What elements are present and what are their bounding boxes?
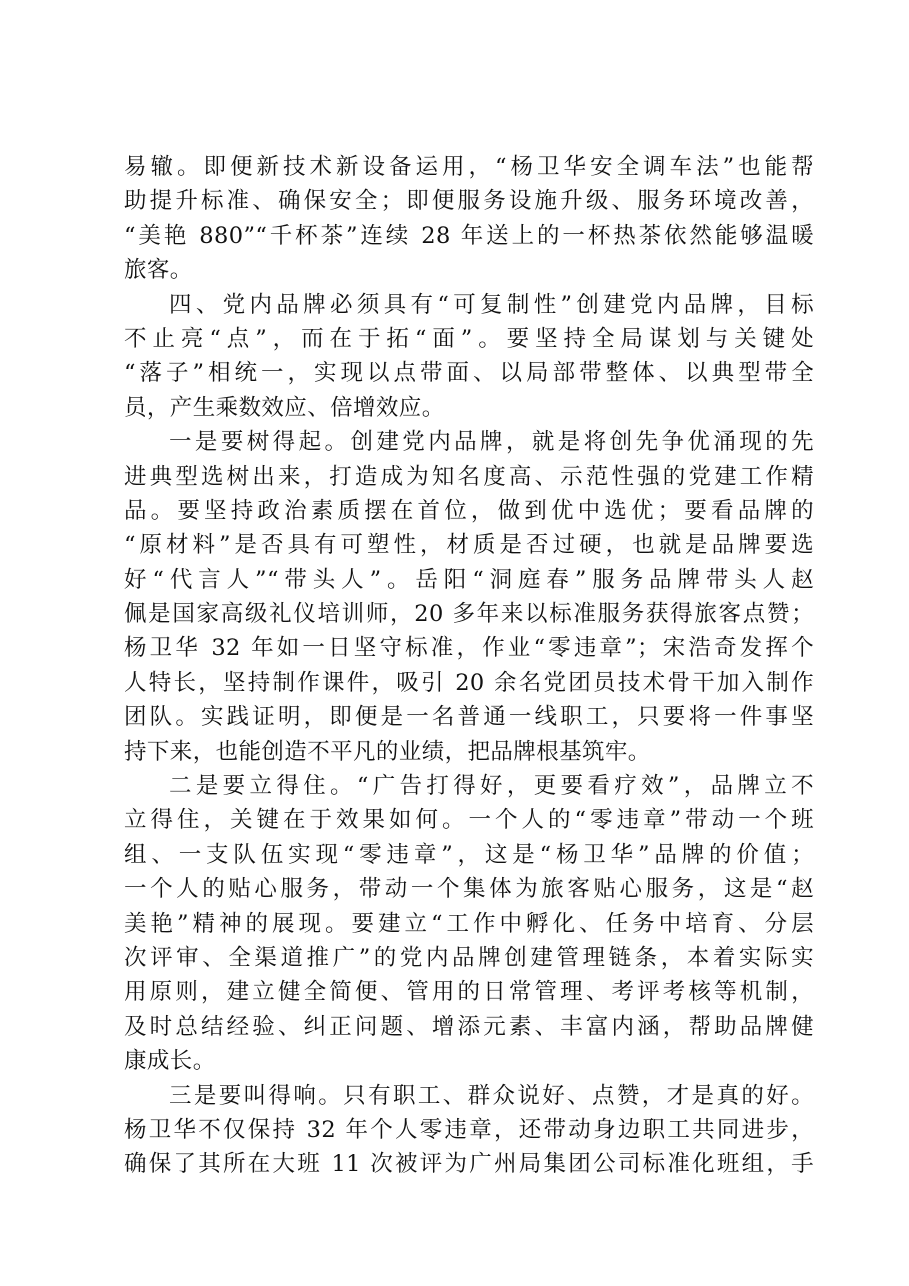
text-line: 杨卫华 32 年如一日坚守标准，作业“零违章”；宋浩奇发挥个 bbox=[124, 635, 814, 662]
text-line: 及时总结经验、纠正问题、增添元素、丰富内涵，帮助品牌健 bbox=[124, 1013, 814, 1040]
text-line: 佩是国家高级礼仪培训师，20 多年来以标准服务获得旅客点赞； bbox=[124, 601, 814, 628]
text-line: 团队。实践证明，即便是一名普通一线职工，只要将一件事坚 bbox=[124, 704, 814, 731]
text-line: 持下来，也能创造不平凡的业绩，把品牌根基筑牢。 bbox=[124, 738, 651, 765]
text-line: “美艳 880”“千杯茶”连续 28 年送上的一杯热茶依然能够温暖 bbox=[124, 222, 814, 249]
document-body bbox=[124, 150, 814, 1182]
text-line: 一是要树得起。创建党内品牌，就是将创先争优涌现的先 bbox=[169, 429, 814, 456]
text-line: 用原则，建立健全简便、管用的日常管理、考评考核等机制， bbox=[124, 979, 814, 1006]
text-line: 进典型选树出来，打造成为知名度高、示范性强的党建工作精 bbox=[124, 463, 814, 490]
text-line: 人特长，坚持制作课件，吸引 20 余名党团员技术骨干加入制作 bbox=[124, 669, 814, 696]
text-line: 不止亮“点”，而在于拓“面”。要坚持全局谋划与关键处 bbox=[124, 325, 814, 352]
text-line: 美艳”精神的展现。要建立“工作中孵化、任务中培育、分层 bbox=[124, 910, 814, 937]
document-page bbox=[124, 150, 814, 1182]
text-line: 次评审、全渠道推广”的党内品牌创建管理链条，本着实际实 bbox=[124, 944, 814, 971]
text-line: 组、一支队伍实现“零违章”，这是“杨卫华”品牌的价值； bbox=[124, 841, 814, 868]
text-line: 好“代言人”“带头人”。岳阳“洞庭春”服务品牌带头人赵 bbox=[124, 566, 814, 593]
text-line: 三是要叫得响。只有职工、群众说好、点赞，才是真的好。 bbox=[169, 1082, 814, 1109]
text-line: 员，产生乘数效应、倍增效应。 bbox=[124, 394, 445, 421]
text-line: 旅客。 bbox=[124, 257, 193, 284]
text-line: 康成长。 bbox=[124, 1048, 216, 1075]
text-line: “原材料”是否具有可塑性，材质是否过硬，也就是品牌要选 bbox=[124, 532, 814, 559]
text-line: “落子”相统一，实现以点带面、以局部带整体、以典型带全 bbox=[124, 360, 814, 387]
text-line: 易辙。即便新技术新设备运用，“杨卫华安全调车法”也能帮 bbox=[124, 154, 814, 180]
text-line: 立得住，关键在于效果如何。一个人的“零违章”带动一个班 bbox=[124, 807, 814, 834]
text-line: 品。要坚持政治素质摆在首位，做到优中选优；要看品牌的 bbox=[124, 497, 814, 524]
text-line: 杨卫华不仅保持 32 年个人零违章，还带动身边职工共同进步， bbox=[124, 1116, 814, 1143]
text-line: 四、党内品牌必须具有“可复制性”创建党内品牌，目标 bbox=[169, 291, 814, 318]
text-line: 一个人的贴心服务，带动一个集体为旅客贴心服务，这是“赵 bbox=[124, 876, 814, 903]
text-line: 二是要立得住。“广告打得好，更要看疗效”，品牌立不 bbox=[169, 773, 814, 800]
text-line: 确保了其所在大班 11 次被评为广州局集团公司标准化班组，手 bbox=[124, 1151, 814, 1178]
text-line: 助提升标准、确保安全；即便服务设施升级、服务环境改善， bbox=[124, 188, 814, 215]
